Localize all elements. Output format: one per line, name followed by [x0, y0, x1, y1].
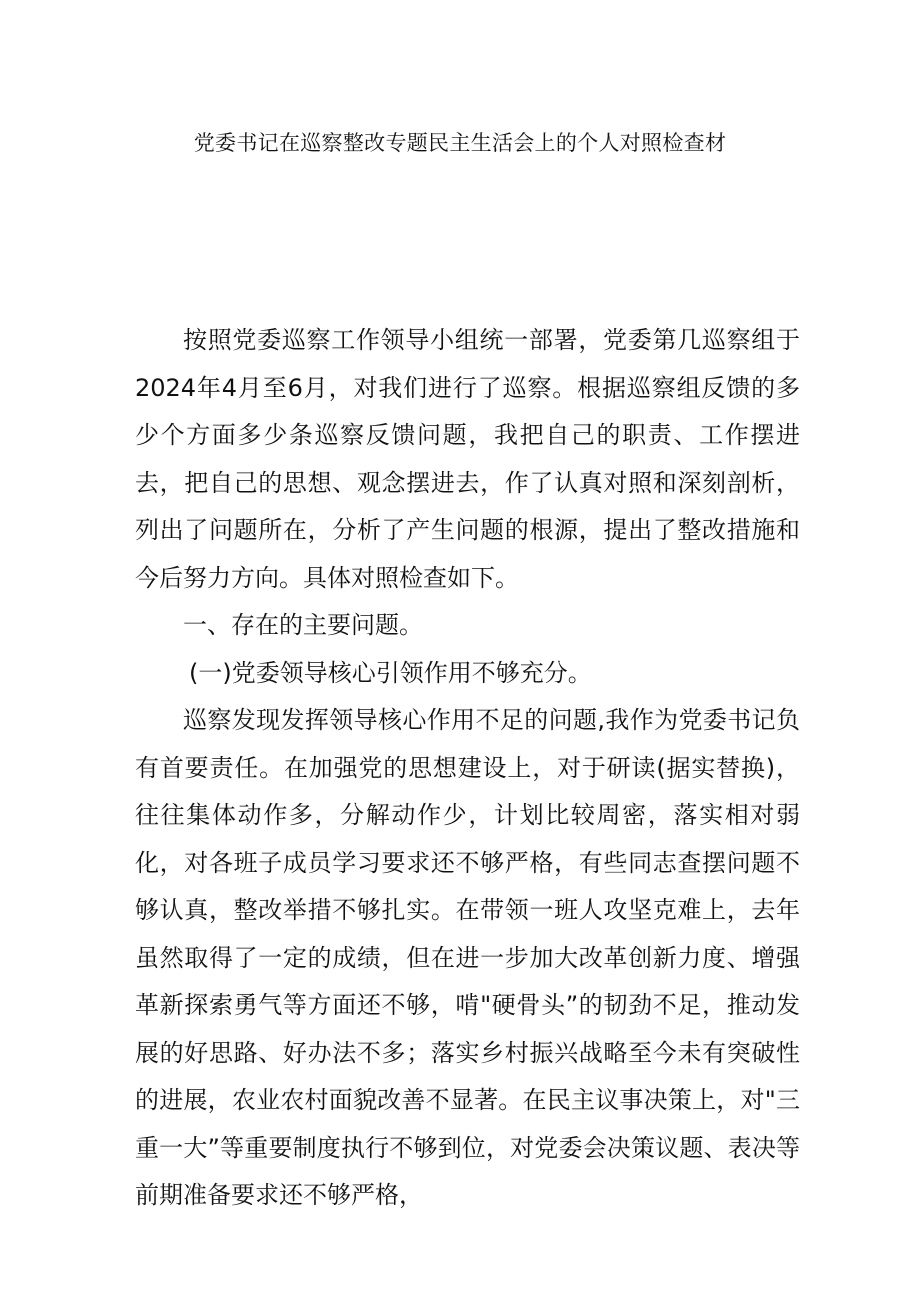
intro-paragraph: 按照党委巡察工作领导小组统一部署，党委第几巡察组于2024年4月至6月，对我们进行了巡察。根据巡察组反馈的多少个方面多少条巡察反馈问题，我把自己的职责、工作摆进去，把自己的思想、观念摆进去，作了认真对照和深刻剖析，列出了问题所在，分析了产生问题的根源，提出了整改措施和今后努力方向。具体对照检查如下。: [135, 326, 800, 592]
document-title: 党委书记在巡察整改专题民主生活会上的个人对照检查材: [193, 131, 727, 155]
section-heading: 一、存在的主要问题。: [183, 611, 423, 639]
document-body: [135, 317, 800, 1220]
subsection-heading: (一)党委领导核心引领作用不够充分。: [189, 658, 592, 687]
body-paragraph: 巡察发现发挥领导核心作用不足的问题,我作为党委书记负有首要责任。在加强党的思想建设上，对于研读(据实替换)，往往集体动作多，分解动作少，计划比较周密，落实相对弱化，对各班子成员学习要求还不够严格，有些同志查摆问题不够认真，整改举措不够扎实。在带领一班人攻坚克难上，去年虽然取得了一定的成绩，但在进一步加大改革创新力度、增强革新探索勇气等方面还不够，啃"硬骨头”的韧劲不足，推动发展的好思路、好办法不多；落实乡村振兴战略至今未有突破性的进展，农业农村面貌改善不显著。在民主议事决策上，对"三重一大”等重要制度执行不够到位，对党委会决策议题、表决等前期准备要求还不够严格，: [135, 706, 800, 1209]
